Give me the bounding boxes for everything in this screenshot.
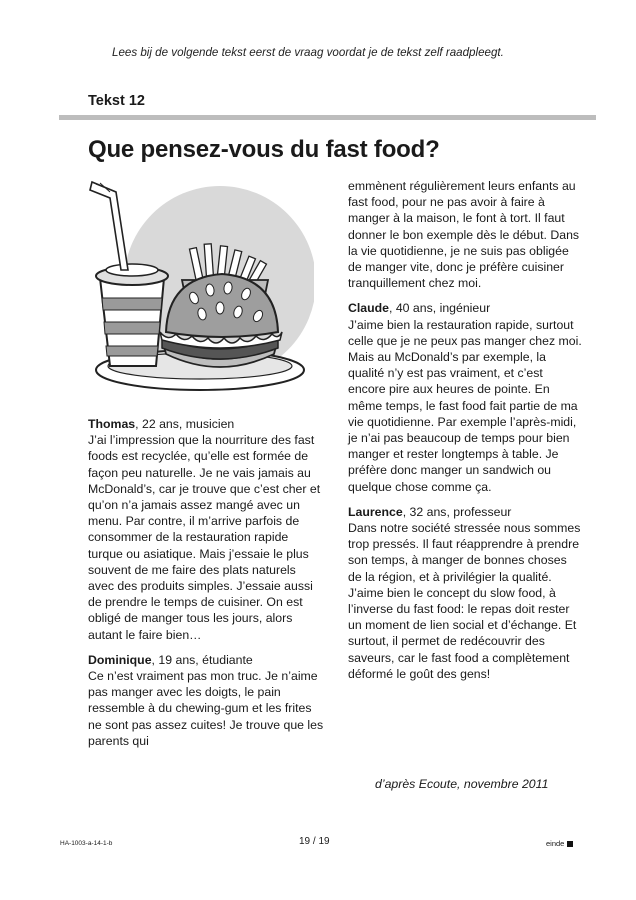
author-name: Laurence (348, 504, 403, 519)
author-name: Thomas (88, 417, 136, 431)
header-divider (59, 115, 596, 120)
author-details: , 22 ans, musicien (135, 417, 235, 431)
left-column (88, 416, 324, 758)
end-label: einde (546, 839, 565, 848)
author-name: Dominique (88, 652, 152, 667)
entry-thomas (88, 416, 324, 643)
right-column (348, 178, 582, 691)
end-square-icon (567, 841, 573, 847)
entry-dominique (88, 652, 324, 749)
entry-laurence (348, 504, 582, 682)
page-number: 19 / 19 (299, 836, 330, 847)
entry-dominique-continued: emmènent régulièrement leurs enfants au fast food, pour ne pas avoir à faire à manger à la maison, le font à tort. Il faut donner le bon exemple dès le début. Dans la vie quotidienne, je ne suis pas obligée de manger vite, donc je préfère cuisiner tranquillement chez moi. (348, 179, 580, 291)
author-details: , 32 ans, professeur (402, 504, 512, 519)
entry-text: Ce n’est vraiment pas mon truc. Je n’aime pas manger avec les doigts, le pain ressemble à du chewing-gum et les frites ne sont pas assez cuites! Je trouve que les parents qui (88, 669, 324, 748)
section-label: Tekst 12 (88, 93, 145, 109)
fast-food-illustration (82, 170, 314, 402)
article-title: Que pensez-vous du fast food? (88, 136, 440, 163)
author-details: , 40 ans, ingénieur (389, 301, 491, 316)
source-citation: d’après Ecoute, novembre 2011 (375, 777, 549, 791)
end-marker (546, 839, 573, 848)
entry-text: J’aime bien la restauration rapide, surtout celle que je ne peux pas manger chez moi. Mais au McDonald’s par exemple, la qualité n’y est pas vraiment, et c’est encore pire aux heures de pointe. En même temps, le fast food fait partie de ma vie quotidienne. Par exemple l’après-midi, je n’ai pas beaucoup de temps pour bien manger et rester longtemps à table. Je préfère donc manger un sandwich ou quelque chose comme ça. (348, 317, 582, 494)
instruction-text: Lees bij de volgende tekst eerst de vraag voordat je de tekst zelf raadpleegt. (112, 46, 504, 59)
exam-code: HA-1003-a-14-1-b (60, 840, 113, 847)
author-name: Claude (348, 301, 389, 316)
author-details: , 19 ans, étudiante (151, 652, 253, 667)
entry-text: J’ai l’impression que la nourriture des fast foods est recyclée, qu’elle est formée de façon peu naturelle. Je ne vais jamais au McDonald’s, car je trouve que c’est cher et qu’on n’a jamais assez mangé avec un menu. Par contre, il m’arrive parfois de consommer de la restauration rapide turque ou asiatique. Mais j’essaie le plus souvent de me faire des plats naturels avec des produits simples. J’essaie aussi de prendre le temps de cuisiner. On est obligé de manger tous les jours, alors autant le faire bien… (88, 433, 321, 642)
entry-claude (348, 300, 582, 494)
entry-text: Dans notre société stressée nous sommes trop pressés. Il faut réapprendre à prendre son temps, à manger de bonnes choses de la région, et à privilégier la qualité. J’aime bien le concept du slow food, à l’inverse du fast food: le repas doit rester un moment de lien social et d’échange. Et surtout, il permet de redécouvrir des saveurs, car le fast food a complètement déformé le goût des gens! (348, 521, 581, 681)
